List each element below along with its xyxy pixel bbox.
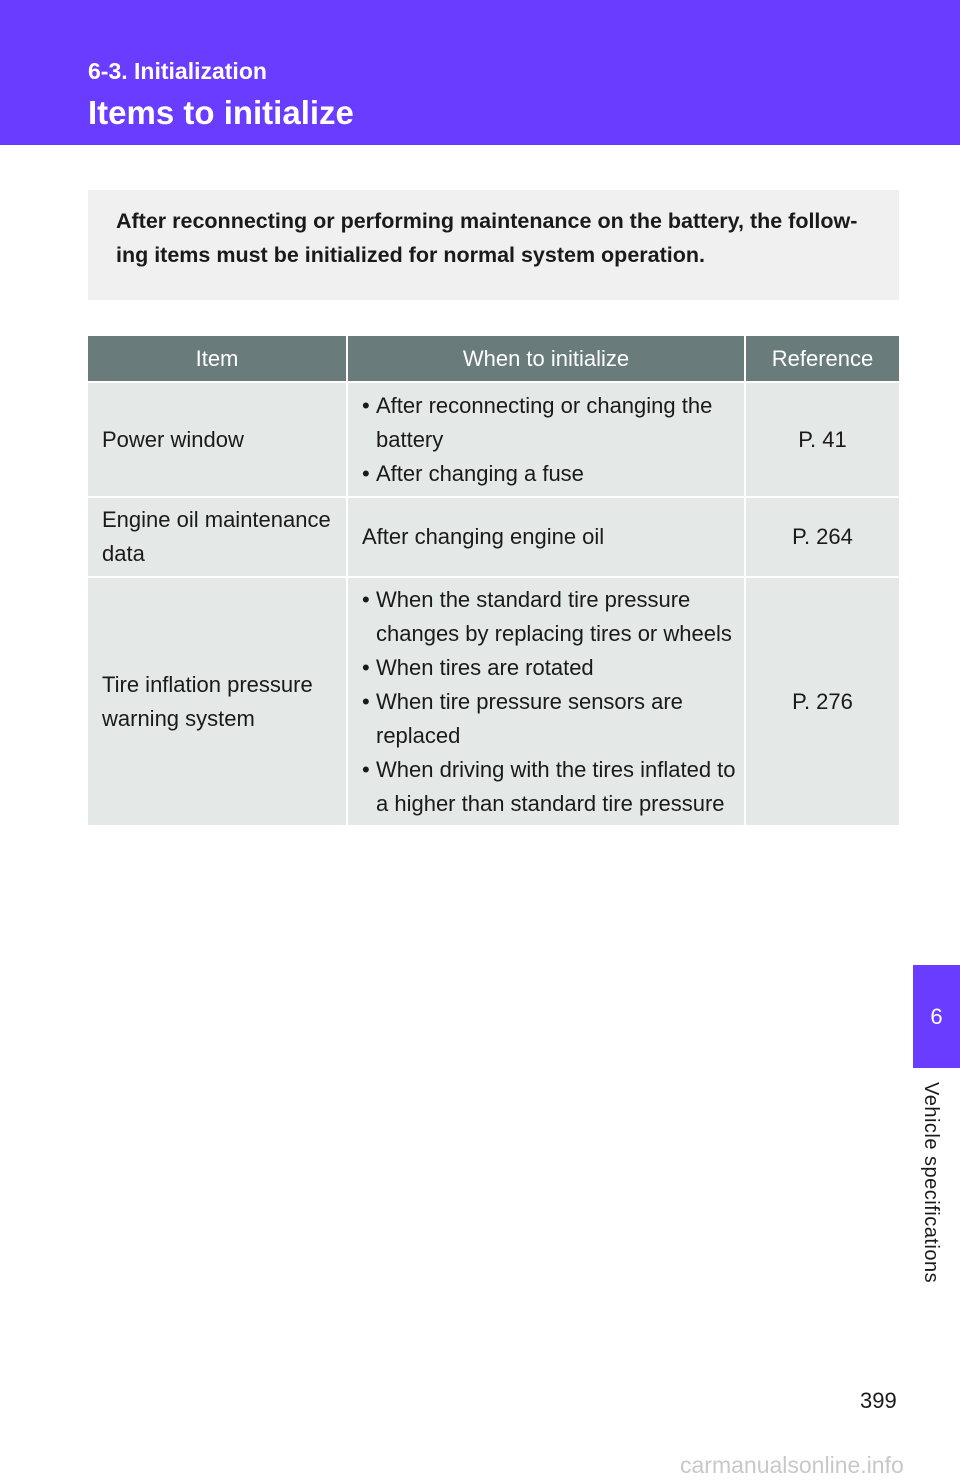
table-row — [88, 382, 899, 497]
item-cell — [88, 497, 347, 577]
when-text: a higher than standard tire pressure — [376, 790, 725, 816]
table-row — [88, 497, 899, 577]
item-name: Power window — [102, 426, 244, 452]
intro-text-line-2: ing items must be initialized for normal system operation. — [116, 243, 705, 267]
when-list-item — [362, 389, 740, 457]
when-list — [362, 583, 740, 821]
reference-cell — [745, 577, 899, 826]
when-list-item — [362, 685, 740, 753]
when-text: changes by replacing tires or wheels — [376, 620, 732, 646]
when-cell — [347, 497, 745, 577]
item-cell — [88, 382, 347, 497]
watermark: carmanualsonline.info — [680, 1452, 904, 1478]
table-header-row — [88, 336, 899, 382]
page-reference: P. 41 — [798, 426, 847, 452]
column-header-item: Item — [88, 336, 347, 382]
when-text: replaced — [376, 722, 461, 748]
item-name: Engine oil maintenance — [102, 507, 331, 532]
when-list — [362, 389, 740, 491]
reference-cell — [745, 382, 899, 497]
when-cell — [347, 382, 745, 497]
reference-cell — [745, 497, 899, 577]
column-header-when: When to initialize — [347, 336, 745, 382]
when-text: • After changing a fuse — [376, 460, 584, 486]
when-text: battery — [376, 426, 444, 452]
when-text: • After reconnecting or changing the — [376, 392, 713, 418]
item-cell — [88, 577, 347, 826]
when-text: • When tire pressure sensors are — [376, 688, 683, 714]
when-text: After changing engine oil — [362, 524, 605, 549]
chapter-header — [0, 0, 960, 145]
section-label: 6-3. Initialization — [88, 58, 267, 84]
page-reference: P. 264 — [792, 524, 853, 549]
page-reference: P. 276 — [792, 688, 853, 714]
item-name: data — [102, 541, 145, 566]
chapter-label: Vehicle specifications — [920, 1082, 942, 1284]
initialization-table — [88, 336, 899, 827]
item-name: warning system — [102, 705, 255, 731]
when-cell — [347, 577, 745, 826]
chapter-number: 6 — [930, 1003, 943, 1029]
intro-text-line-1: After reconnecting or performing maintenance on the battery, the follow- — [116, 209, 858, 233]
page-title: Items to initialize — [88, 94, 354, 131]
when-list-item — [362, 457, 740, 491]
column-header-reference: Reference — [745, 336, 899, 382]
when-text: • When the standard tire pressure — [376, 586, 691, 612]
item-name: Tire inflation pressure — [102, 671, 313, 697]
when-list-item — [362, 651, 740, 685]
chapter-tab — [913, 965, 960, 1068]
table-row — [88, 577, 899, 826]
page-number: 399 — [860, 1388, 897, 1413]
intro-box — [88, 190, 899, 300]
when-list-item — [362, 753, 740, 821]
when-text: • When tires are rotated — [376, 654, 594, 680]
when-text: • When driving with the tires inflated to — [376, 756, 736, 782]
when-list-item — [362, 583, 740, 651]
